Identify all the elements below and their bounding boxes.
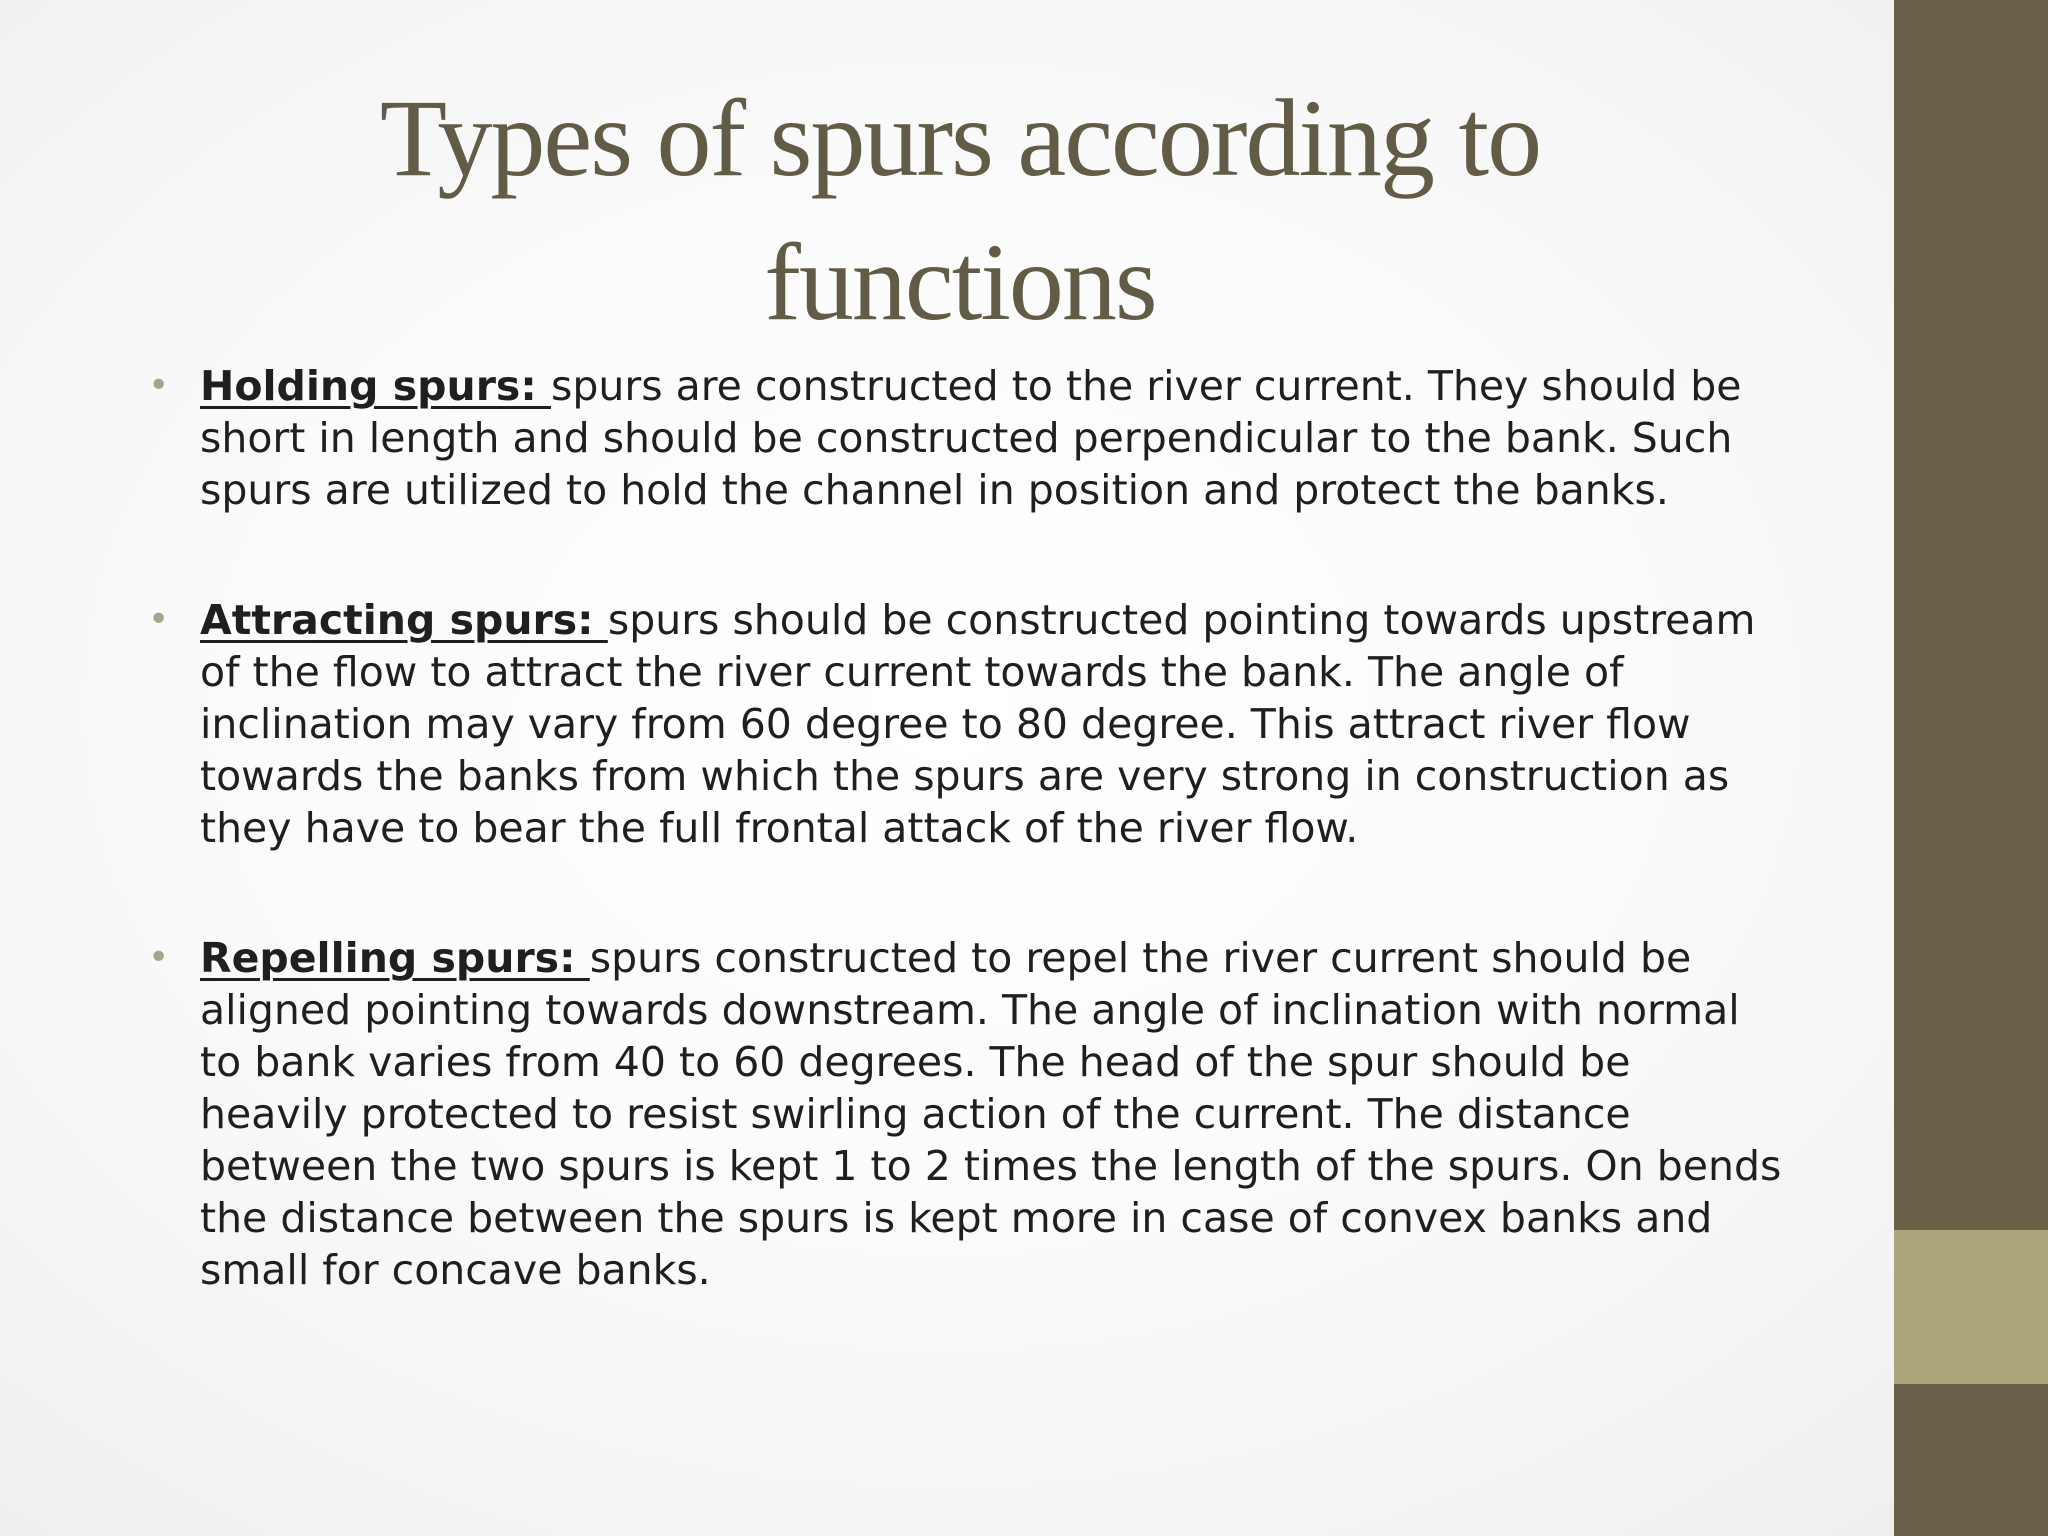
bullet-term: Holding spurs: xyxy=(200,362,551,410)
bullet-dot-icon: • xyxy=(148,599,170,640)
side-decoration-bar xyxy=(1894,0,2048,1536)
slide-title: Types of spurs according to functions xyxy=(379,77,1541,343)
bullet-text: spurs are constructed to the river current. They should be short in length and should be constructed perpendicular to the bank. Such spurs are utilized to hold the channel in position and protect the banks. xyxy=(200,362,1742,514)
bullet-text: spurs should be constructed pointing towards upstream of the flow to attract the river current towards the bank. The angle of inclination may vary from 60 degree to 80 degree. This attract river flow towards the banks from which the spurs are very strong in construction as they have to bear the full frontal attack of the river flow. xyxy=(200,596,1756,852)
bullet-attracting-spurs xyxy=(140,594,1790,854)
bullet-dot-icon: • xyxy=(148,937,170,978)
bullet-holding-spurs xyxy=(140,360,1790,516)
bullet-repelling-spurs xyxy=(140,932,1790,1296)
bullet-term: Attracting spurs: xyxy=(200,596,608,644)
bullet-dot-icon: • xyxy=(148,365,170,406)
bullet-list xyxy=(140,360,1790,1374)
bullet-text: spurs constructed to repel the river current should be aligned pointing towards downstream. The angle of inclination with normal to bank varies from 40 to 60 degrees. The head of the spur should be heavily protected to resist swirling action of the current. The distance between the two spurs is kept 1 to 2 times the length of the spurs. On bends the distance between the spurs is kept more in case of convex banks and small for concave banks. xyxy=(200,934,1782,1294)
bullet-term: Repelling spurs: xyxy=(200,934,590,982)
side-decoration-accent xyxy=(1894,1230,2048,1384)
